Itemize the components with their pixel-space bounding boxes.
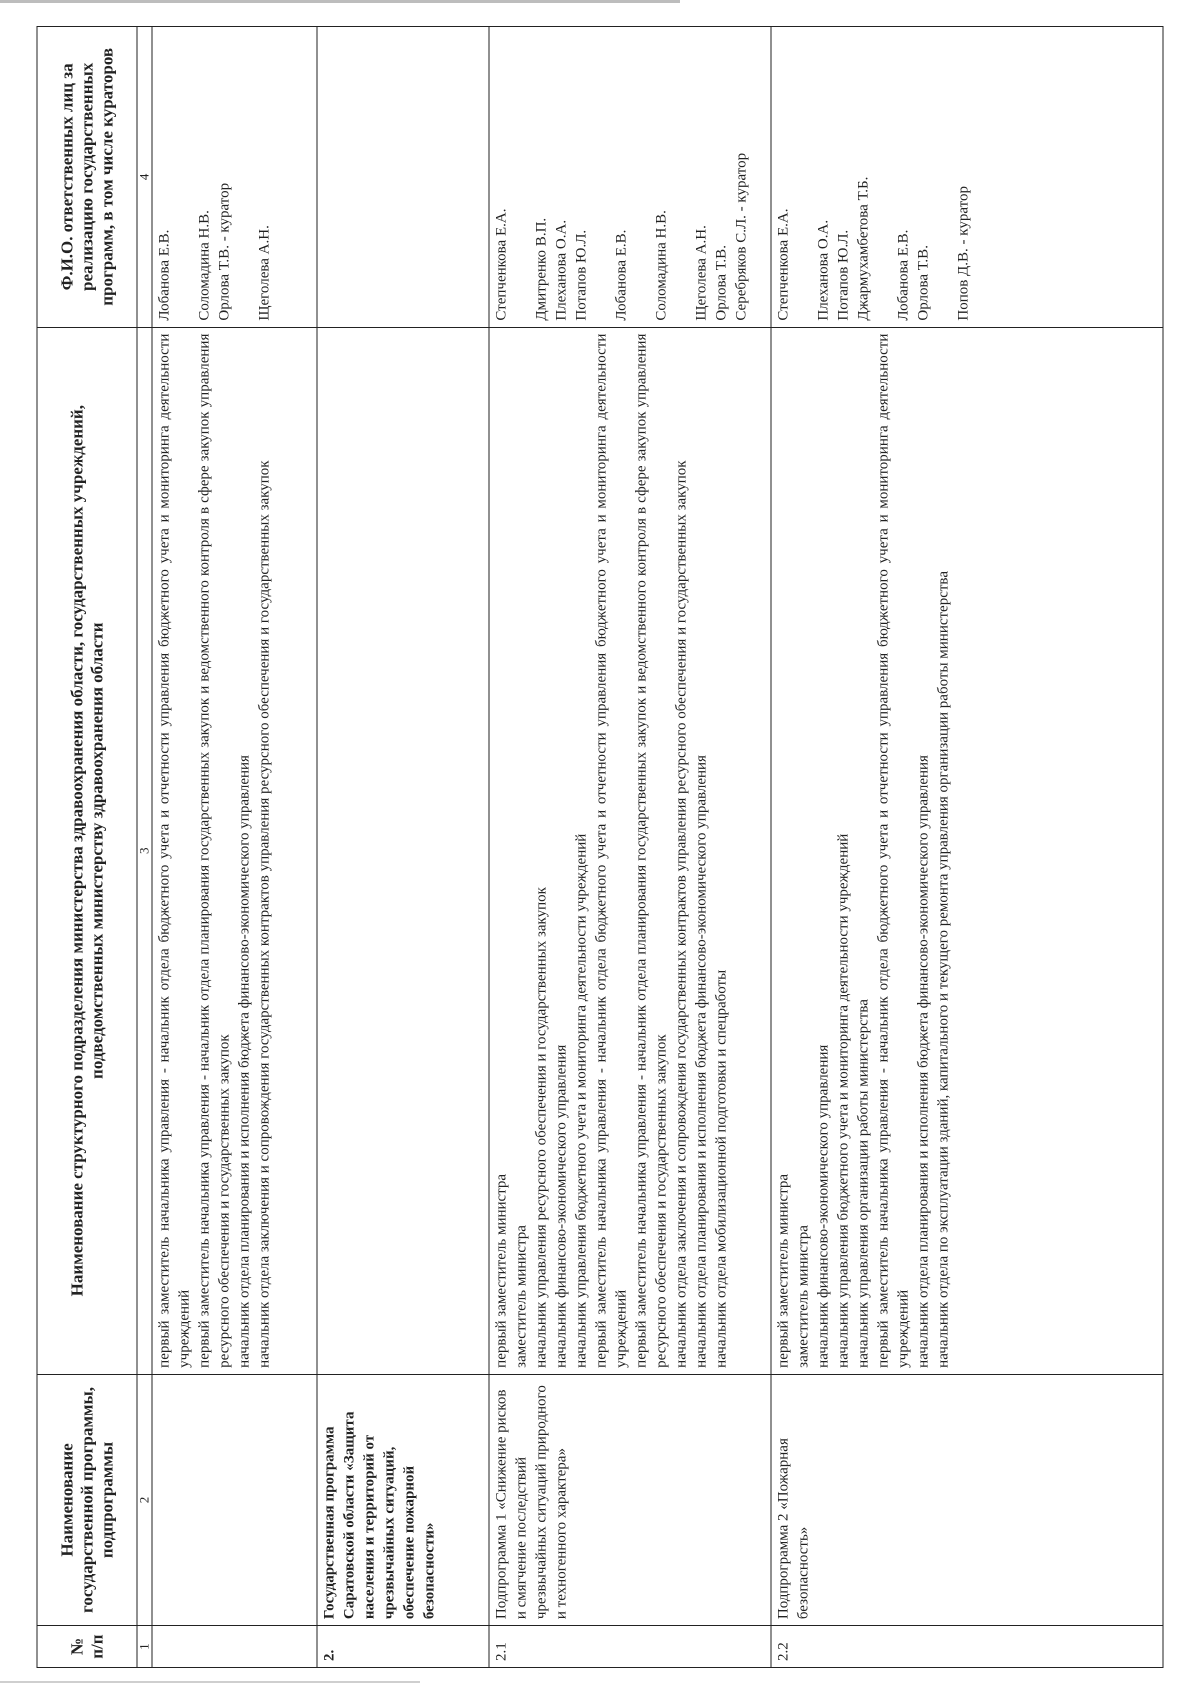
position-line: начальник отдела мобилизационной подготовки и спецработы xyxy=(713,969,730,1368)
program-name: Подпрограмма 1 «Снижение рисков и смягчение последствий чрезвычайных ситуаций природного и техногенного характера» xyxy=(489,1374,771,1625)
column-number: 2 xyxy=(137,1374,152,1625)
position-line: начальник управления бюджетного учета и мониторинга деятельности учреждений xyxy=(573,833,590,1368)
persons-cell xyxy=(152,27,317,328)
person-spacer xyxy=(874,33,894,321)
row-number: 2.2 xyxy=(771,1626,1163,1668)
column-number: 4 xyxy=(137,27,152,328)
person-spacer xyxy=(934,33,954,321)
row-number xyxy=(152,1626,317,1668)
position-line: первый заместитель начальника управления - начальник отдела бюджетного учета и отчетности управления бюджетного учета и мониторинга деятельности учреждений xyxy=(156,333,193,1368)
person-spacer xyxy=(632,33,652,321)
table-row xyxy=(152,27,317,1668)
header-department: Наименование структурного подразделения министерства здравоохранения области, государственных учреждений, подведомственных министерству здравоохранения области xyxy=(37,327,137,1374)
person-name: Дмитренко В.П. xyxy=(533,217,550,321)
person-name: Джармухамбетова Т.Б. xyxy=(855,176,872,321)
header-responsible-persons: Ф.И.О. ответственных лиц за реализацию государственных программ, в том числе кураторов xyxy=(37,27,137,328)
rotated-document-page xyxy=(37,26,1164,1668)
person-name: Орлова Т.В. xyxy=(713,245,730,321)
person-spacer xyxy=(235,33,255,321)
position-line: заместитель министра xyxy=(795,1225,812,1368)
persons-cell xyxy=(317,27,489,328)
program-name xyxy=(152,1374,317,1625)
position-line: начальник отдела планирования и исполнения бюджета финансово-экономического управления xyxy=(915,755,932,1368)
position-line: первый заместитель министра xyxy=(775,1173,792,1368)
header-number: № п/п xyxy=(37,1626,137,1668)
row-number: 2. xyxy=(317,1626,489,1668)
person-name: Лобанова Е.В. xyxy=(613,229,630,321)
table-row xyxy=(317,27,489,1668)
person-name: Лобанова Е.В. xyxy=(895,229,912,321)
position-line: начальник управления ресурсного обеспечения и государственных закупок xyxy=(533,887,550,1368)
column-number-row xyxy=(137,27,152,1668)
table-row xyxy=(489,27,771,1668)
person-name: Потапов Ю.Л. xyxy=(573,229,590,321)
person-name: Плеханова О.А. xyxy=(553,219,570,321)
person-spacer xyxy=(512,33,532,321)
person-name: Соломадина Н.В. xyxy=(196,210,213,321)
header-program-name: Наименование государственной программы, подпрограммы xyxy=(37,1374,137,1625)
person-name: Потапов Ю.Л. xyxy=(835,229,852,321)
positions-cell xyxy=(771,327,1163,1374)
positions-cell xyxy=(317,327,489,1374)
column-number: 1 xyxy=(137,1626,152,1668)
position-line: первый заместитель начальника управления - начальник отдела бюджетного учета и отчетности управления бюджетного учета и мониторинга деятельности учреждений xyxy=(593,333,630,1368)
position-line: начальник финансово-экономического управления xyxy=(815,1044,832,1368)
person-name: Степченкова Е.А. xyxy=(493,208,510,321)
person-name: Степченкова Е.А. xyxy=(775,208,792,321)
positions-cell xyxy=(489,327,771,1374)
program-name: Подпрограмма 2 «Пожарная безопасность» xyxy=(771,1374,1163,1625)
table-row xyxy=(771,27,1163,1668)
person-spacer xyxy=(175,33,195,321)
person-name: Щеголева А.Н. xyxy=(693,225,710,321)
position-line: начальник отдела по эксплуатации зданий, капитального и текущего ремонта управления организации работы министерства xyxy=(935,571,952,1368)
persons-cell xyxy=(771,27,1163,328)
position-line: начальник отдела заключения и сопровождения государственных контрактов управления ресурсного обеспечения и государственных закупок xyxy=(673,460,690,1368)
position-line: первый заместитель начальника управления - начальник отдела планирования государственных закупок и ведомственного контроля в сфере закупок управления ресурсного обеспечения и государственных закупок xyxy=(196,333,233,1368)
scan-edge-bottom xyxy=(0,1681,420,1683)
responsibility-table xyxy=(37,26,1164,1668)
position-line: начальник финансово-экономического управления xyxy=(553,1044,570,1368)
person-name: Лобанова Е.В. xyxy=(156,229,173,321)
persons-cell xyxy=(489,27,771,328)
position-line: начальник отдела планирования и исполнения бюджета финансово-экономического управления xyxy=(693,755,710,1368)
person-name: Щеголева А.Н. xyxy=(256,225,273,321)
position-line: начальник управления бюджетного учета и мониторинга деятельности учреждений xyxy=(835,833,852,1368)
position-line: начальник отдела планирования и исполнения бюджета финансово-экономического управления xyxy=(236,755,253,1368)
program-name: Государственная программа Саратовской области «Защита населения и территорий от чрезвычайных ситуаций, обеспечение пожарной безопасности» xyxy=(317,1374,489,1625)
scan-edge-top xyxy=(0,0,680,3)
person-name: Орлова Т.В. - куратор xyxy=(216,182,233,321)
person-name: Соломадина Н.В. xyxy=(653,210,670,321)
position-line: первый заместитель министра xyxy=(493,1173,510,1368)
person-spacer xyxy=(794,33,814,321)
person-name: Серебряков С.Л. - куратор xyxy=(733,152,750,321)
positions-cell xyxy=(152,327,317,1374)
person-name: Орлова Т.В. xyxy=(915,245,932,321)
position-line: начальник управления организации работы министерства xyxy=(855,999,872,1368)
position-line: первый заместитель начальника управления - начальник отдела бюджетного учета и отчетности управления бюджетного учета и мониторинга деятельности учреждений xyxy=(875,333,912,1368)
person-spacer xyxy=(672,33,692,321)
row-number: 2.1 xyxy=(489,1626,771,1668)
position-line: начальник отдела заключения и сопровождения государственных контрактов управления ресурсного обеспечения и государственных закупок xyxy=(256,460,273,1368)
column-number: 3 xyxy=(137,327,152,1374)
person-spacer xyxy=(592,33,612,321)
table-header-row xyxy=(37,27,137,1668)
person-name: Попов Д.В. - куратор xyxy=(955,186,972,321)
person-name: Плеханова О.А. xyxy=(815,219,832,321)
position-line: заместитель министра xyxy=(513,1225,530,1368)
position-line: первый заместитель начальника управления - начальник отдела планирования государственных закупок и ведомственного контроля в сфере закупок управления ресурсного обеспечения и государственных закупок xyxy=(633,333,670,1368)
